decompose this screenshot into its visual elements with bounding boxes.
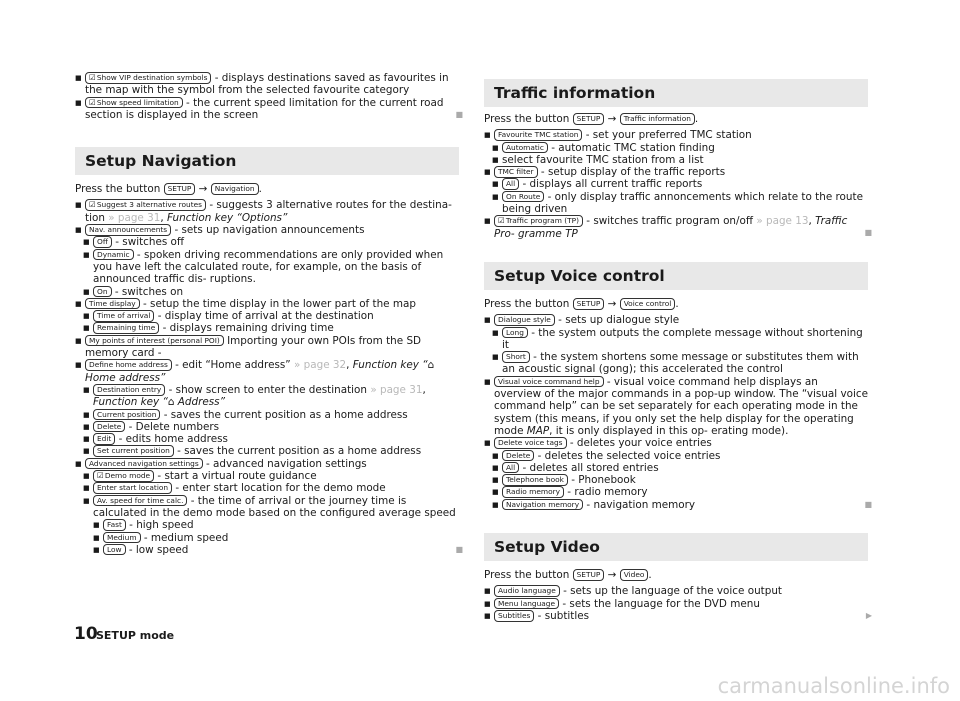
right-column <box>484 79 872 622</box>
option-button[interactable]: Favourite TMC station <box>494 129 582 141</box>
section-end-icon: ■ <box>455 544 463 554</box>
page-link[interactable]: » page 31 <box>108 211 161 224</box>
option-button[interactable]: Advanced navigation settings <box>85 458 203 470</box>
option-button[interactable]: Telephone book <box>502 474 568 486</box>
list-item: ■ ☑Traffic program (TP) - switches traffic program on/off » page 13, Traffic Pro- gramme TP ■ <box>484 215 868 240</box>
list-item: ■ Time of arrival - display time of arrival at the destination <box>83 310 459 322</box>
list-item: ■ Av. speed for time calc. - the time of arrival or the journey time is calculated in the demo mode based on the configured average speed <box>83 495 459 520</box>
list-item: ■ On - switches on <box>83 286 459 298</box>
section-end-icon: ■ <box>455 110 463 120</box>
option-button[interactable]: Menu language <box>494 598 559 610</box>
press-instruction: Press the button SETUP → Video . <box>484 569 652 582</box>
list-item: ■ select favourite TMC station from a list <box>492 154 868 166</box>
list-item: ■ ☑Suggest 3 alternative routes - suggests 3 alternative routes for the destina- tion » page 31, Function key “Options” <box>75 199 459 224</box>
section-end-icon: ■ <box>864 499 872 509</box>
list-item: ■ TMC filter - setup display of the traffic reports <box>484 166 868 178</box>
option-button[interactable]: Delete voice tags <box>494 437 567 449</box>
left-column <box>75 72 463 556</box>
option-button[interactable]: Low <box>103 544 126 556</box>
list-item: ■ Dialogue style - sets up dialogue style <box>484 314 868 326</box>
list-item: ■ Advanced navigation settings - advanced navigation settings <box>75 458 459 470</box>
option-button[interactable]: Visual voice command help <box>494 376 604 388</box>
voice-control-button[interactable]: Voice control <box>620 298 676 310</box>
checkbox-icon: ☑ <box>498 216 505 226</box>
option-button[interactable]: Delete <box>502 450 534 462</box>
list-item: ■ Dynamic - spoken driving recommendations are only provided when you have left the calculated route, for example, on the basis of announced traffic dis- ruptions. <box>83 249 459 286</box>
list-item: ■ Set current position - saves the current position as a home address <box>83 445 459 457</box>
option-button[interactable]: Dialogue style <box>494 314 555 326</box>
list-item: ■ Navigation memory - navigation memory ■ <box>492 499 868 511</box>
list-item: ■ Short - the system shortens some message or substitutes them with an acoustic signal (gong); this accelerated the control <box>492 351 868 376</box>
option-button[interactable]: Nav. announcements <box>85 224 171 236</box>
option-button[interactable]: Fast <box>103 519 126 531</box>
press-instruction: Press the button SETUP → Traffic information . <box>484 113 699 125</box>
checkbox-icon: ☑ <box>89 97 96 107</box>
list-item: ■ Telephone book - Phonebook <box>492 474 868 486</box>
list-item: ■ Visual voice command help - visual voice command help displays an overview of the major commands in a pop-up window. The “visual voice command help” can be set separately for each operating mode in the system (this means, if you only set the help display for the operating mode MAP, it is only displayed in this op- erating mode). <box>484 376 868 437</box>
navigation-button[interactable]: Navigation <box>211 183 259 195</box>
option-button[interactable]: TMC filter <box>494 166 538 178</box>
list-item: ■ Subtitles - subtitles ▶ <box>484 610 868 622</box>
list-item: ■ Off - switches off <box>83 236 459 248</box>
list-item: ■ Low - low speed ■ <box>93 544 459 556</box>
option-button[interactable]: Current position <box>93 409 160 421</box>
option-button[interactable]: Destination entry <box>93 384 165 396</box>
continue-arrow-icon: ▶ <box>865 610 872 620</box>
option-button[interactable]: ☑Show speed limitation <box>85 97 183 109</box>
option-button[interactable]: Radio memory <box>502 486 564 498</box>
option-button[interactable]: On Route <box>502 191 544 203</box>
list-item: ■ Favourite TMC station - set your preferred TMC station <box>484 129 868 141</box>
page-link[interactable]: » page 32 <box>293 359 347 372</box>
list-item: ■ Radio memory - radio memory <box>492 486 868 498</box>
list-item: ■ Enter start location - enter start location for the demo mode <box>83 482 459 494</box>
option-button[interactable]: Off <box>93 236 112 248</box>
traffic-information-button[interactable]: Traffic information <box>620 113 695 125</box>
setup-button[interactable]: SETUP <box>164 183 196 195</box>
list-item: ■ Long - the system outputs the complete message without shortening it <box>492 327 868 352</box>
option-button[interactable]: Set current position <box>93 445 174 457</box>
section-heading-video: Setup Video <box>484 533 868 561</box>
option-button[interactable]: Define home address <box>85 359 172 371</box>
list-item: ■ Menu language - sets the language for the DVD menu <box>484 598 868 610</box>
checkbox-icon: ☑ <box>89 200 96 210</box>
list-item: ■ Medium - medium speed <box>93 532 459 544</box>
list-item: ■ Delete - Delete numbers <box>83 421 459 433</box>
list-item: ■ ☑Show speed limitation - the current speed limitation for the current road section is displayed in the screen <box>75 97 459 122</box>
option-button[interactable]: Edit <box>93 433 115 445</box>
list-item: ■ Delete - deletes the selected voice entries <box>492 450 868 462</box>
checkbox-icon: ☑ <box>97 471 104 481</box>
setup-button[interactable]: SETUP <box>573 298 605 310</box>
watermark: carmanualsonline.info <box>717 674 950 698</box>
option-button[interactable]: ☑Show VIP destination symbols <box>85 72 211 84</box>
page-number: 10 <box>74 624 98 644</box>
list-item: ■ ☑Demo mode - start a virtual route guidance <box>83 470 459 482</box>
option-button[interactable]: Remaining time <box>93 322 159 334</box>
list-item: ■ All - displays all current traffic reports <box>492 178 868 190</box>
list-item: ■ Fast - high speed <box>93 519 459 531</box>
option-button[interactable]: Time of arrival <box>93 310 154 322</box>
option-button[interactable]: My points of interest (personal POI) <box>85 335 224 347</box>
option-button[interactable]: Enter start location <box>93 482 172 494</box>
section-end-icon: ■ <box>864 228 872 238</box>
setup-button[interactable]: SETUP <box>573 113 605 125</box>
list-item: ■ Define home address - edit “Home address” » page 32, Function key “⌂ Home address” <box>75 359 459 384</box>
press-instruction: Press the button SETUP → Voice control . <box>484 297 679 310</box>
option-button[interactable]: Time display <box>85 298 140 310</box>
section-heading-navigation: Setup Navigation <box>75 147 459 175</box>
option-button[interactable]: All <box>502 462 519 474</box>
option-button[interactable]: Dynamic <box>93 249 134 261</box>
list-item: ■ Delete voice tags - deletes your voice entries <box>484 437 868 449</box>
page-link[interactable]: » page 31 <box>370 383 423 396</box>
option-button[interactable]: Medium <box>103 532 141 544</box>
list-item: ■ Nav. announcements - sets up navigation announcements <box>75 224 459 236</box>
option-button[interactable]: Navigation memory <box>502 499 583 511</box>
list-item: ■ Audio language - sets up the language of the voice output <box>484 585 868 597</box>
section-heading-voice: Setup Voice control <box>484 262 868 290</box>
checkbox-icon: ☑ <box>89 73 96 82</box>
list-item: ■ My points of interest (personal POI) Importing your own POIs from the SD memory card - <box>75 335 459 360</box>
option-button[interactable]: On <box>93 286 112 298</box>
option-button[interactable]: Subtitles <box>494 610 534 622</box>
list-item: ■ ☑Show VIP destination symbols - displays destinations saved as favourites in the map with the symbol from the selected favourite category <box>75 72 459 97</box>
option-button[interactable]: All <box>502 178 519 190</box>
option-button[interactable]: ☑Traffic program (TP) <box>494 215 583 227</box>
list-item: ■ Edit - edits home address <box>83 433 459 445</box>
list-item: ■ All - deletes all stored entries <box>492 462 868 474</box>
list-item: ■ Destination entry - show screen to enter the destination » page 31, Function key “⌂ Address” <box>83 384 459 409</box>
option-button[interactable]: Short <box>502 351 530 363</box>
option-button[interactable]: ☑Demo mode <box>93 470 154 482</box>
option-button[interactable]: Audio language <box>494 585 560 597</box>
press-instruction: Press the button SETUP → Navigation . <box>75 183 262 196</box>
option-button[interactable]: ☑Suggest 3 alternative routes <box>85 199 206 211</box>
list-item: ■ Time display - setup the time display in the lower part of the map <box>75 298 459 310</box>
list-item: ■ Current position - saves the current position as a home address <box>83 409 459 421</box>
list-item: ■ Remaining time - displays remaining driving time <box>83 322 459 334</box>
list-item: ■ Automatic - automatic TMC station finding <box>492 142 868 154</box>
option-button[interactable]: Delete <box>93 421 125 433</box>
section-title: SETUP mode <box>96 629 175 642</box>
page-link[interactable]: » page 13 <box>756 215 809 228</box>
section-heading-traffic: Traffic information <box>484 79 868 107</box>
option-button[interactable]: Automatic <box>502 142 548 154</box>
video-button[interactable]: Video <box>620 569 649 581</box>
option-button[interactable]: Av. speed for time calc. <box>93 495 187 507</box>
option-button[interactable]: Long <box>502 327 528 339</box>
setup-button[interactable]: SETUP <box>573 569 605 581</box>
list-item: ■ On Route - only display traffic annoncements which relate to the route being driven <box>492 191 868 216</box>
